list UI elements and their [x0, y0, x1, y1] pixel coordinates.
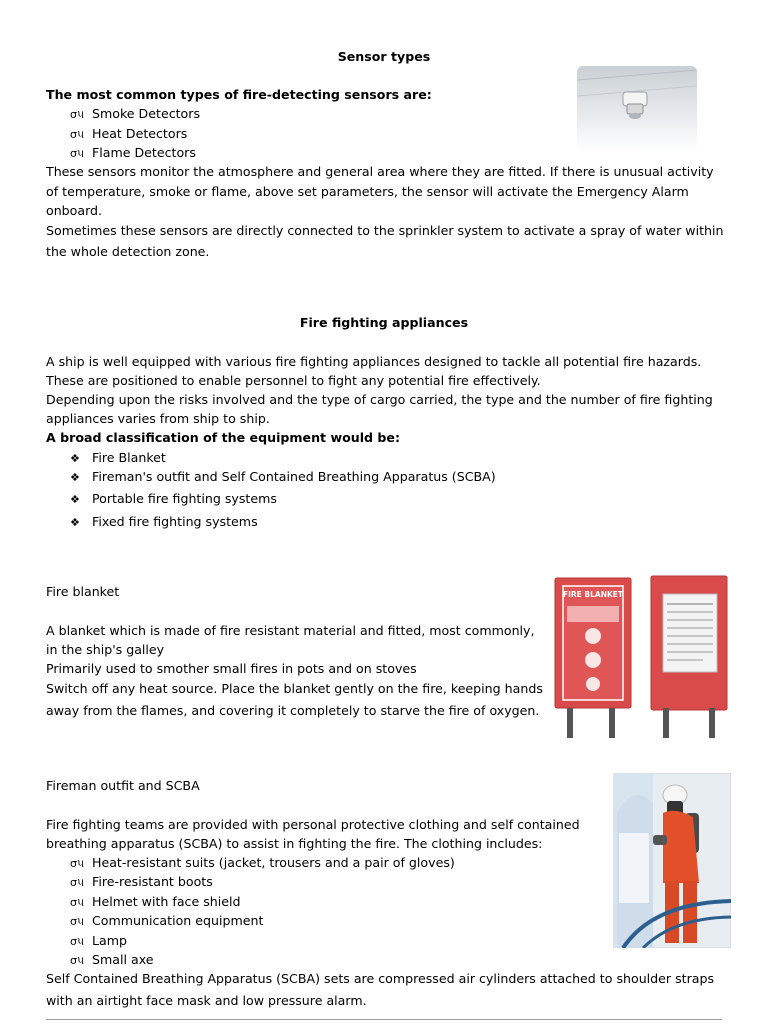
smoke-detector-image [577, 66, 697, 152]
fireman-scba-image [613, 773, 731, 948]
diamond-bullet-icon: ❖ [70, 516, 80, 529]
diamond-bullet-icon: ❖ [70, 471, 80, 484]
list-item: σ૫ Heat-resistant suits (jacket, trousers and a pair of gloves) [70, 853, 455, 873]
footer-divider [46, 1019, 722, 1020]
list-item: σ૫ Fire-resistant boots [70, 872, 213, 892]
blanket-paragraph-line: Switch off any heat source. Place the blanket gently on the fire, keeping hands [46, 681, 543, 696]
curl-bullet-icon: σ૫ [70, 935, 85, 948]
diamond-bullet-icon: ❖ [70, 452, 80, 465]
curl-bullet-icon: σ૫ [70, 108, 85, 121]
sensor-intro: The most common types of fire-detecting sensors are: [46, 87, 432, 102]
list-item: ❖ Portable fire fighting systems [70, 489, 277, 509]
curl-bullet-icon: σ૫ [70, 876, 85, 889]
list-item: σ૫ Smoke Detectors [70, 104, 200, 124]
sensor-paragraph-line: These sensors monitor the atmosphere and general area where they are fitted. If there is unusual activity [46, 164, 714, 179]
list-item: σ૫ Small axe [70, 950, 154, 970]
appliances-classification: A broad classification of the equipment would be: [46, 430, 401, 445]
blanket-title: Fire blanket [46, 584, 120, 599]
list-item: σ૫ Communication equipment [70, 911, 263, 931]
appliances-paragraph-line: A ship is well equipped with various fire fighting appliances designed to tackle all potential fire hazards. [46, 354, 702, 369]
appliances-paragraph-line: These are positioned to enable personnel to fight any potential fire effectively. [46, 373, 541, 388]
appliances-title: Fire fighting appliances [299, 315, 469, 330]
blanket-paragraph-line: A blanket which is made of fire resistant material and fitted, most commonly, [46, 623, 535, 638]
list-item: σ૫ Helmet with face shield [70, 892, 241, 912]
fireman-closing-line: Self Contained Breathing Apparatus (SCBA) sets are compressed air cylinders attached to shoulder straps [46, 971, 715, 986]
curl-bullet-icon: σ૫ [70, 954, 85, 967]
fireman-closing-line: with an airtight face mask and low pressure alarm. [46, 993, 367, 1008]
list-item: ❖ Fixed fire fighting systems [70, 512, 258, 532]
fire-blanket-image [553, 572, 731, 742]
diamond-bullet-icon: ❖ [70, 493, 80, 506]
appliances-paragraph-line: appliances varies from ship to ship. [46, 411, 270, 426]
curl-bullet-icon: σ૫ [70, 147, 85, 160]
appliances-paragraph-line: Depending upon the risks involved and the type of cargo carried, the type and the number of fire fighting [46, 392, 713, 407]
sensor-paragraph-line: the whole detection zone. [46, 244, 210, 259]
list-item: ❖ Fire Blanket [70, 448, 166, 468]
blanket-paragraph-line: in the ship's galley [46, 642, 165, 657]
list-item: σ૫ Lamp [70, 931, 127, 951]
list-item: σ૫ Flame Detectors [70, 143, 196, 163]
sensor-title: Sensor types [337, 49, 431, 64]
list-item: ❖ Fireman's outfit and Self Contained Breathing Apparatus (SCBA) [70, 467, 496, 487]
fireman-title: Fireman outfit and SCBA [46, 778, 200, 793]
list-item: σ૫ Heat Detectors [70, 124, 187, 144]
blanket-paragraph-line: away from the flames, and covering it completely to starve the fire of oxygen. [46, 703, 540, 718]
sensor-paragraph-line: onboard. [46, 203, 103, 218]
curl-bullet-icon: σ૫ [70, 128, 85, 141]
curl-bullet-icon: σ૫ [70, 857, 85, 870]
sensor-paragraph-line: Sometimes these sensors are directly connected to the sprinkler system to activate a spray of water within [46, 223, 724, 238]
curl-bullet-icon: σ૫ [70, 915, 85, 928]
fire-blanket-label: FIRE BLANKET [562, 590, 624, 599]
curl-bullet-icon: σ૫ [70, 896, 85, 909]
sensor-paragraph-line: of temperature, smoke or flame, above set parameters, the sensor will activate the Emergency Alarm [46, 184, 689, 199]
fireman-paragraph-line: Fire fighting teams are provided with personal protective clothing and self contained [46, 817, 580, 832]
blanket-paragraph-line: Primarily used to smother small fires in pots and on stoves [46, 661, 417, 676]
fireman-paragraph-line: breathing apparatus (SCBA) to assist in fighting the fire. The clothing includes: [46, 836, 543, 851]
